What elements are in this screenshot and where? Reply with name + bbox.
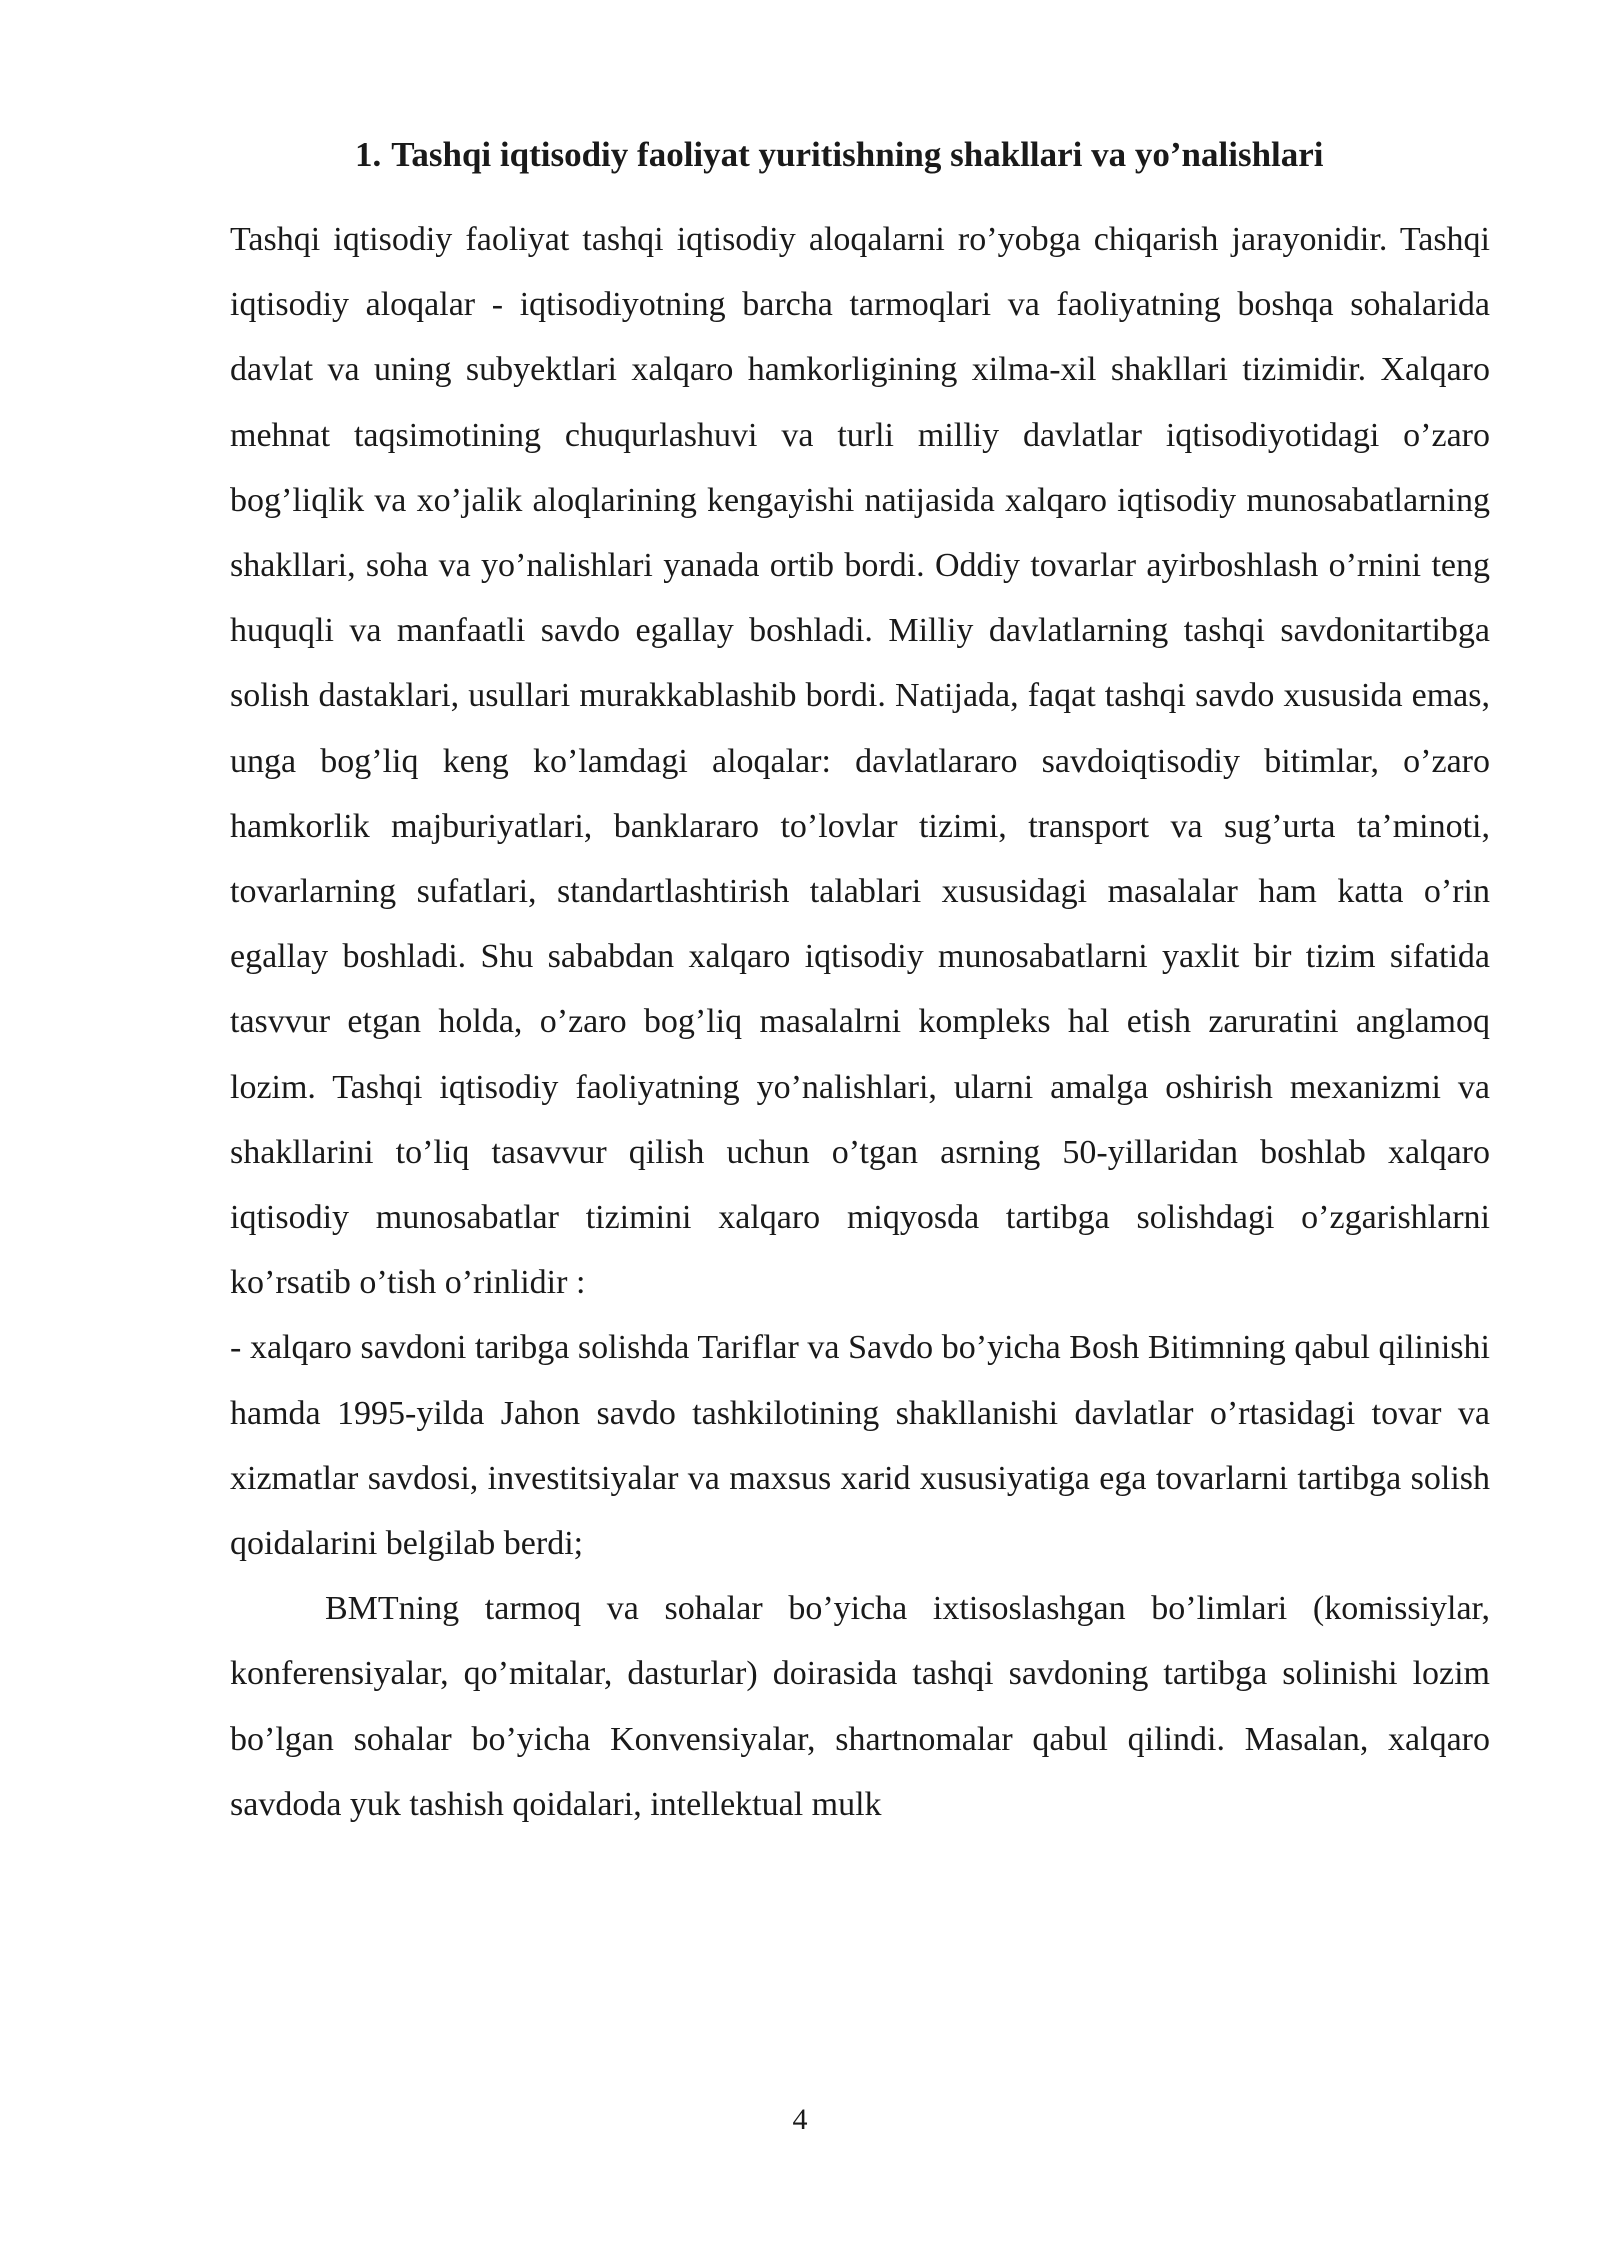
body-paragraph-1: Tashqi iqtisodiy faoliyat tashqi iqtisodiy aloqalarni ro’yobga chiqarish jarayonidir. Tashqi iqtisodiy aloqalar - iqtisodiyotning barcha tarmoqlari va faoliyatning boshqa sohalarida davlat va uning subyektlari xalqaro hamkorligining xilma-xil shakllari tizimidir. Xalqaro mehnat taqsimotining chuqurlashuvi va turli milliy davlatlar iqtisodiyotidagi o’zaro bog’liqlik va xo’jalik aloqlarining kengayishi natijasida xalqaro iqtisodiy munosabatlarning shakllari, soha va yo’nalishlari yanada ortib bordi. Oddiy tovarlar ayirboshlash o’rnini teng huquqli va manfaatli savdo egallay boshladi. Milliy davlatlarning tashqi savdonitartibga solish dastaklari, usullari murakkablashib bordi. Natijada, faqat tashqi savdo xususida emas, unga bog’liq keng ko’lamdagi aloqalar: davlatlararo savdoiqtisodiy bitimlar, o’zaro hamkorlik majburiyatlari, banklararo to’lovlar tizimi, transport va sug’urta ta’minoti, tovarlarning sufatlari, standartlashtirish talablari xususidagi masalalar ham katta o’rin egallay boshladi. Shu sababdan xalqaro iqtisodiy munosabatlarni yaxlit bir tizim sifatida tasvvur etgan holda, o’zaro bog’liq masalalrni kompleks hal etish zaruratini anglamoq lozim. Tashqi iqtisodiy faoliyatning yo’nalishlari, ularni amalga oshirish mexanizmi va shakllarini to’liq tasavvur qilish uchun o’tgan asrning 50-yillaridan boshlab xalqaro iqtisodiy munosabatlar tizimini xalqaro miqyosda tartibga solishdagi o’zgarishlarni ko’rsatib o’tish o’rinlidir : [230, 221, 1490, 1302]
body-paragraph-3: BMTning tarmoq va sohalar bo’yicha ixtisoslashgan bo’limlari (komissiylar, konferensiyalar, qo’mitalar, dasturlar) doirasida tashqi savdoning tartibga solinishi lozim bo’lgan sohalar bo’yicha Konvensiyalar, shartnomalar qabul qilindi. Masalan, xalqaro savdoda yuk tashish qoidalari, intellektual mulk [230, 1590, 1490, 1823]
section-number: 1. [355, 135, 382, 174]
section-title: Tashqi iqtisodiy faoliyat yuritishning shakllari va yo’nalishlari [391, 135, 1324, 174]
section-heading [230, 125, 1490, 185]
document-page [230, 125, 1490, 1837]
body-paragraph-2: - xalqaro savdoni taribga solishda Tariflar va Savdo bo’yicha Bosh Bitimning qabul qilinishi hamda 1995-yilda Jahon savdo tashkilotining shakllanishi davlatlar o’rtasidagi tovar va xizmatlar savdosi, investitsiyalar va maxsus xarid xususiyatiga ega tovarlarni tartibga solish qoidalarini belgilab berdi; [230, 1329, 1490, 1563]
page-number: 4 [792, 2103, 808, 2136]
